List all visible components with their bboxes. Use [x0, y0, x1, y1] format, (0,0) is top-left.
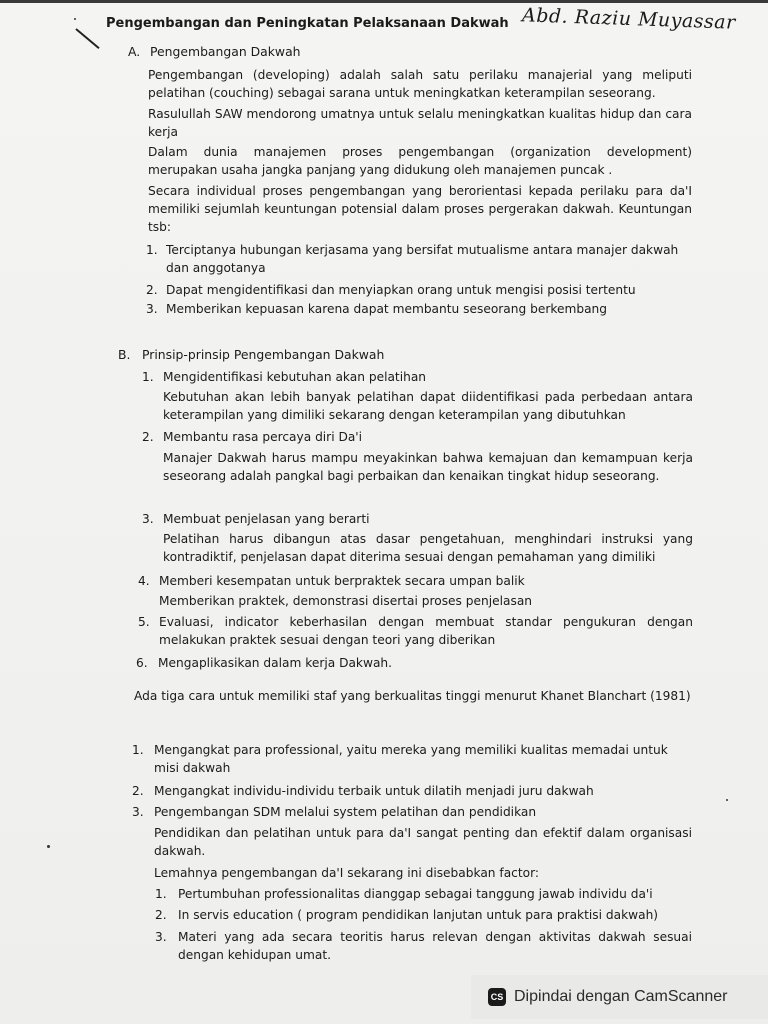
principle-description: Pelatihan harus dibangun atas dasar pengetahuan, menghindari instruksi yang kontradiktif, penjelasan dapat diterima sesuai dengan pemahaman yang dimiliki: [163, 532, 693, 564]
principle-number: 2.: [142, 430, 154, 444]
stray-dot: [47, 845, 50, 848]
section-a-paragraph-4: Secara individual proses pengembangan yang berorientasi kepada perilaku para da'I memiliki sejumlah keuntungan potensial dalam proses pergerakan dakwah. Keuntungan tsb:: [148, 184, 692, 234]
way-number: 1.: [132, 743, 144, 757]
principle-description: Manajer Dakwah harus mampu meyakinkan bahwa kemajuan dan kemampuan kerja seseorang adalah pangkal bagi perbaikan dan kenaikan tingkat hidup seseorang.: [163, 451, 693, 483]
principle-title: Mengidentifikasi kebutuhan akan pelatihan: [163, 370, 427, 384]
section-a-paragraph-1: Pengembangan (developing) adalah salah satu perilaku manajerial yang meliputi pelatihan (couching) sebagai sarana untuk meningkatkan keterampilan seseorang.: [148, 68, 692, 100]
way-item: Mengangkat para professional, yaitu mereka yang memiliki kualitas memadai untuk misi dakwah: [154, 743, 668, 775]
principle-title: Membuat penjelasan yang berarti: [163, 512, 370, 526]
staff-quality-intro: Ada tiga cara untuk memiliki staf yang berkualitas tinggi menurut Khanet Blanchart (1981): [134, 689, 691, 703]
principle-title: Mengaplikasikan dalam kerja Dakwah.: [158, 656, 393, 670]
factor-item: Materi yang ada secara teoritis harus relevan dengan aktivitas dakwah sesuai dengan kehidupan umat.: [178, 930, 692, 962]
pen-stroke-mark: [75, 28, 99, 49]
section-a-item-number: 1.: [146, 243, 158, 257]
principle-title: Evaluasi, indicator keberhasilan dengan membuat standar pengukuran dengan melakukan praktek sesuai dengan teori yang diberikan: [159, 615, 693, 647]
camscanner-logo-icon: CS: [488, 988, 506, 1006]
principle-number: 1.: [142, 370, 154, 384]
way-item: Mengangkat individu-individu terbaik untuk dilatih menjadi juru dakwah: [154, 784, 594, 798]
section-b-label: B.: [118, 347, 131, 362]
stray-dot: [726, 799, 728, 801]
scan-edge-line: [0, 0, 768, 3]
principle-number: 6.: [136, 656, 148, 670]
factors-intro: Lemahnya pengembangan da'I sekarang ini disebabkan factor:: [154, 866, 540, 880]
section-a-paragraph-2: Rasulullah SAW mendorong umatnya untuk selalu meningkatkan kualitas hidup dan cara kerja: [148, 107, 692, 139]
way-number: 2.: [132, 784, 144, 798]
factor-item: Pertumbuhan professionalitas dianggap sebagai tanggung jawab individu da'i: [178, 887, 653, 901]
principle-description: Memberikan praktek, demonstrasi disertai proses penjelasan: [159, 594, 533, 608]
section-a-item-number: 2.: [146, 283, 158, 297]
factor-item: In servis education ( program pendidikan lanjutan untuk para praktisi dakwah): [178, 908, 659, 922]
section-a-paragraph-3: Dalam dunia manajemen proses pengembangan (organization development) merupakan usaha jangka panjang yang didukung oleh manajemen puncak .: [148, 145, 692, 177]
way-number: 3.: [132, 805, 144, 819]
section-b-heading: Prinsip-prinsip Pengembangan Dakwah: [142, 347, 385, 362]
principle-number: 4.: [138, 574, 150, 588]
principle-number: 5.: [138, 615, 150, 629]
stray-dot: [74, 18, 76, 20]
camscanner-watermark: [471, 975, 768, 1019]
principle-description: Kebutuhan akan lebih banyak pelatihan dapat diidentifikasi pada perbedaan antara keterampilan yang dimiliki sekarang dengan keterampilan yang dibutuhkan: [163, 390, 693, 422]
way-item: Pengembangan SDM melalui system pelatihan dan pendidikan: [154, 805, 537, 819]
principle-number: 3.: [142, 512, 154, 526]
section-a-item: Dapat mengidentifikasi dan menyiapkan orang untuk mengisi posisi tertentu: [166, 283, 636, 297]
section-a-label: A.: [128, 44, 141, 59]
principle-title: Membantu rasa percaya diri Da'i: [163, 430, 363, 444]
way-description: Pendidikan dan pelatihan untuk para da'I sangat penting dan efektif dalam organisasi dakwah.: [154, 826, 692, 858]
factor-number: 2.: [155, 908, 167, 922]
factor-number: 3.: [155, 930, 167, 944]
principle-title: Memberi kesempatan untuk berpraktek secara umpan balik: [159, 574, 525, 588]
document-title: Pengembangan dan Peningkatan Pelaksanaan Dakwah: [106, 16, 509, 31]
section-a-item: Terciptanya hubungan kerjasama yang bersifat mutualisme antara manajer dakwah dan anggotanya: [166, 243, 679, 275]
factor-number: 1.: [155, 887, 167, 901]
handwritten-author-name: Abd. Raziu Muyassar: [521, 4, 737, 34]
section-a-item: Memberikan kepuasan karena dapat membantu seseorang berkembang: [166, 302, 607, 316]
camscanner-text: Dipindai dengan CamScanner: [514, 988, 728, 1005]
section-a-item-number: 3.: [146, 302, 158, 316]
section-a-heading: Pengembangan Dakwah: [150, 44, 301, 59]
